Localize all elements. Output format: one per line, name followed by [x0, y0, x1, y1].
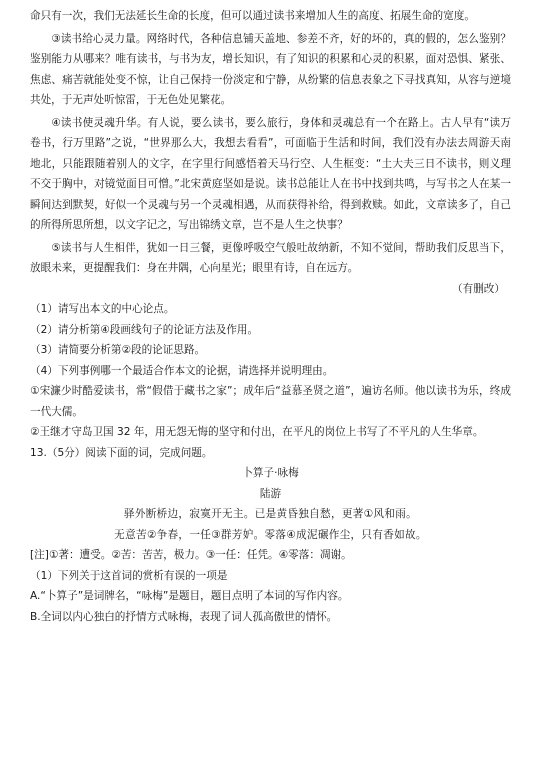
poem-title: 卜算子·咏梅: [242, 467, 299, 479]
question-3: （3）请简要分析第②段的论证思路。: [30, 344, 206, 356]
paragraph-2-end: 命只有一次，我们无法延长生命的长度，但可以通过读书来增加人生的高度、拓展生命的宽度。: [30, 10, 475, 22]
sub-question-1: （1）下列关于这首词的赏析有误的一项是: [30, 569, 228, 582]
poem-notes: [注]①著：遭受。②苦：苦苦，极力。③一任：任凭。④零落：凋谢。: [30, 549, 352, 561]
paragraph-5: ⑤读书与人生相伴，犹如一日三餐，更像呼吸空气般吐故纳新，不知不觉间，帮助我们反思当下，放眼未来，更提醒我们：身在井隅，心向星光；眼里有诗，自在远方。: [30, 241, 511, 274]
question-13-heading: 13.（5分）阅读下面的词，完成问题。: [30, 446, 213, 459]
question-1: （1）请写出本文的中心论点。: [30, 303, 175, 315]
question-4: （4）下列事例哪一个最适合作本文的论据，请选择并说明理由。: [30, 364, 334, 377]
poem-line-2: 无意苦②争春，一任③群芳妒。零落④成泥碾作尘，只有香如故。: [114, 528, 427, 541]
poem-line-1: 驿外断桥边，寂寞开无主。已是黄昏独自愁，更著①风和雨。: [123, 508, 418, 520]
poem-author: 陆游: [259, 487, 282, 500]
choice-b: B.全词以内心独白的抒情方式咏梅，表现了词人孤高傲世的情怀。: [30, 610, 338, 623]
paragraph-3: ③读书给心灵力量。网络时代，各种信息铺天盖地、参差不齐，好的坏的，真的假的，怎么鉴别？鉴别能力从哪来？唯有读书，与书为友，增长知识，有了知识的积累和心灵的积累，面对恐惧、紧张、焦虑、痛苦就能处变不惊，让自己保持一份淡定和宁静，从纷繁的信息表象之下寻找真知，从容与逆境共处，于无声处听惊雷，于无色处见繁花。: [30, 32, 511, 106]
question-2: （2）请分析第④段画线句子的论证方法及作用。: [30, 323, 259, 336]
option-1: ①宋濂少时酷爱读书，常“假借于藏书之家”；成年后“益慕圣贤之道”，遍访名师。他以读书为乐，终成一代大儒。: [30, 385, 511, 418]
paragraph-4: ④读书使灵魂升华。有人说，要么读书，要么旅行，身体和灵魂总有一个在路上。古人早有“读万卷书，行万里路”之说，“世界那么大，我想去看看”，可面临于生活和时间，我们没有办法去周游天南地北，只能跟随着别人的文字，在字里行间感悟着天马行空、人生框变：“土大夫三日不读书，则义理不交于胸中，对镜觉面目可憎。”北宋黄庭坚如是说。读书总能让人在书中找到共鸣，与写书之人在某一瞬间达到默契，好似一个灵魂与另一个灵魂相遇，从而获得补给，得到救赎。如此，文章读多了，自己的所得所思所想，以文字记之，写出锦绣文章，岂不是人生之快事？: [30, 116, 511, 231]
choice-a: A.“卜算子”是词牌名，“咏梅”是题目，题目点明了本词的写作内容。: [30, 590, 349, 602]
source-note: （有删改）: [452, 282, 505, 295]
option-2: ②王继才守岛卫国 32 年，用无怨无悔的坚守和付出，在平凡的岗位上书写了不平凡的人生华章。: [30, 426, 484, 438]
